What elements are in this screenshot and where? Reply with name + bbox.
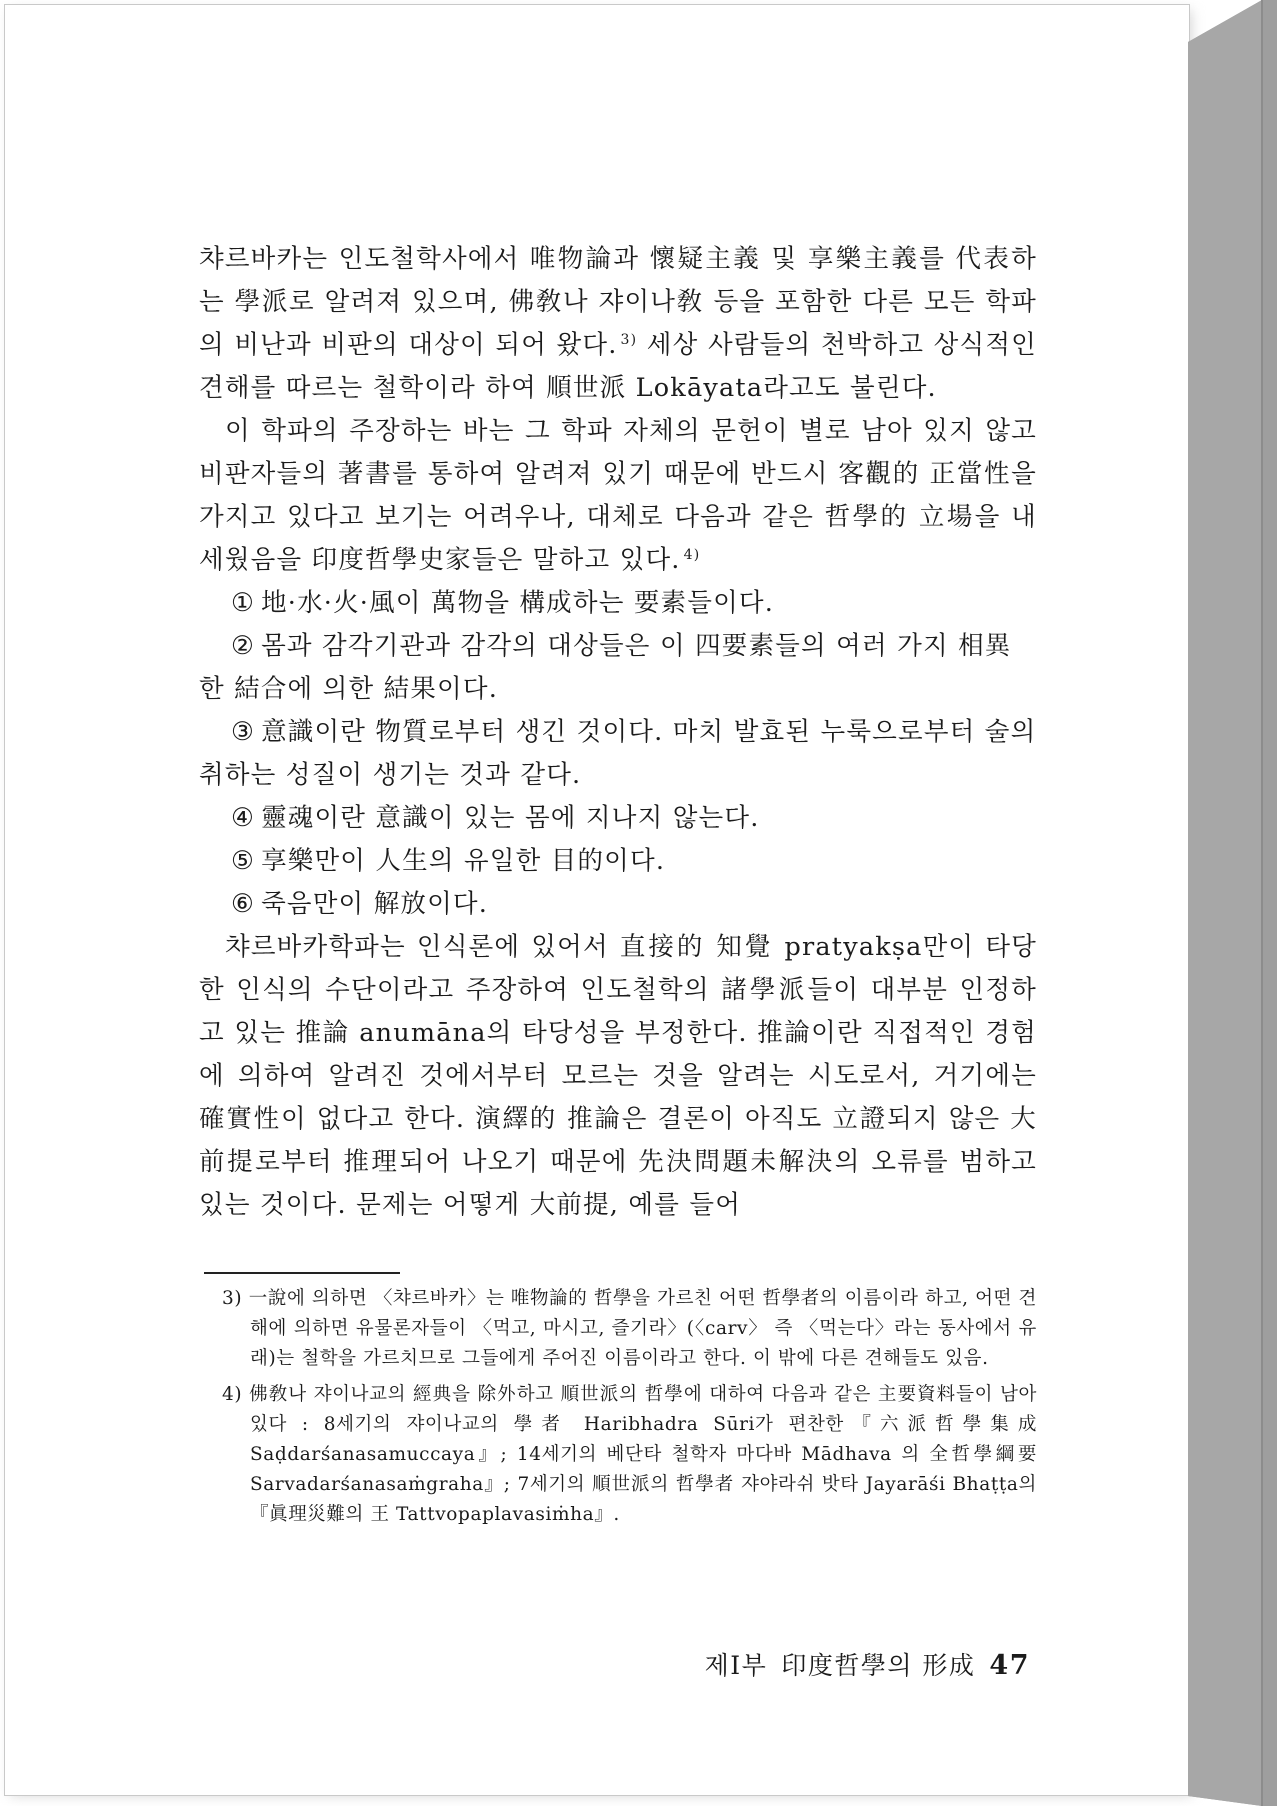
list-item: ① 地·水·火·風이 萬物을 構成하는 要素들이다. <box>231 588 775 618</box>
footer-part: 제Ⅰ부 <box>704 1651 768 1680</box>
list-item: ③ 意識이란 物質로부터 생긴 것이다. 마치 발효된 누룩으로부터 술의 취하는 성질이 생기는 것과 같다. <box>199 717 1037 790</box>
list-item: ④ 靈魂이란 意識이 있는 몸에 지나지 않는다. <box>231 803 760 833</box>
footnote-ref-3: 3) <box>620 331 638 348</box>
footnotes <box>222 1284 1037 1536</box>
footnote-3: 3) 一說에 의하면 〈챠르바카〉는 唯物論的 哲學을 가르친 어떤 哲學者의 이름이라 하고, 어떤 견해에 의하면 유물론자들이 〈먹고, 마시고, 즐기라〉(〈carv〉 즉 〈먹는다〉라는 동사에서 유래)는 철학을 가르치므로 그들에게 주어진 이름이라고 한다. 이 밖에 다른 견해들도 있음. <box>222 1288 1037 1369</box>
paragraph-2: 이 학파의 주장하는 바는 그 학파 자체의 문헌이 별로 남아 있지 않고 비판자들의 著書를 통하여 알려져 있기 때문에 반드시 客觀的 正當性을 가지고 있다고 보기는 어려우나, 대체로 다음과 같은 哲學的 立場을 내세웠음을 印度哲學史家들은 말하고 있다. $^{4)}$ <box>199 416 1037 575</box>
footnote-ref-4: 4) <box>683 546 701 563</box>
footnote-divider <box>204 1272 400 1274</box>
list-item: ⑤ 享樂만이 人生의 유일한 目的이다. <box>231 846 666 876</box>
footnote-4: 4) 佛敎나 쟈이나교의 經典을 除外하고 順世派의 哲學에 대하여 다음과 같은 主要資料들이 남아 있다 : 8세기의 쟈이나교의 學者 Haribhadra Sūri가 편찬한『六派哲學集成 Saḍdarśanasamuccaya』; 14세기의 베단타 철학자 마다바 Mādhava 의 全哲學綱要 Sarvadarśanasaṁgraha』; 7세기의 順世派의 哲學者 쟈야라쉬 밧타 Jayarāśi Bhaṭṭa의『眞理災難의 王 Tattvopaplavasiṁha』. <box>222 1384 1037 1525</box>
body-text <box>199 238 1037 1227</box>
footer-chapter: 印度哲學의 形成 <box>781 1651 976 1680</box>
paragraph-3: 챠르바카학파는 인식론에 있어서 直接的 知覺 pratyakṣa만이 타당한 인식의 수단이라고 주장하여 인도철학의 諸學派들이 대부분 인정하고 있는 推論 anumāna의 타당성을 부정한다. 推論이란 직접적인 경험에 의하여 알려진 것에서부터 모르는 것을 알려는 시도로서, 거기에는 確實性이 없다고 한다. 演繹的 推論은 결론이 아직도 立證되지 않은 大前提로부터 推理되어 나오기 때문에 先決問題未解決의 오류를 범하고 있는 것이다. 문제는 어떻게 大前提, 예를 들어 <box>199 932 1037 1220</box>
book-side-edge <box>1188 0 1277 1806</box>
list-item: ⑥ 죽음만이 解放이다. <box>231 889 489 919</box>
page-number: 47 <box>989 1650 1030 1681</box>
list-item: ② 몸과 감각기관과 감각의 대상들은 이 四要素들의 여러 가지 相異한 結合에 의한 結果이다. <box>199 631 1012 704</box>
paragraph-1: 챠르바카는 인도철학사에서 唯物論과 懷疑主義 및 享樂主義를 代表하는 學派로 알려져 있으며, 佛敎나 쟈이나敎 등을 포함한 다른 모든 학파의 비난과 비판의 대상이 되어 왔다. $^{3)}$ 세상 사람들의 천박하고 상식적인 견해를 따르는 철학이라 하여 順世派 Lokāyata라고도 불린다. <box>199 244 1037 403</box>
running-footer <box>690 1646 1030 1686</box>
